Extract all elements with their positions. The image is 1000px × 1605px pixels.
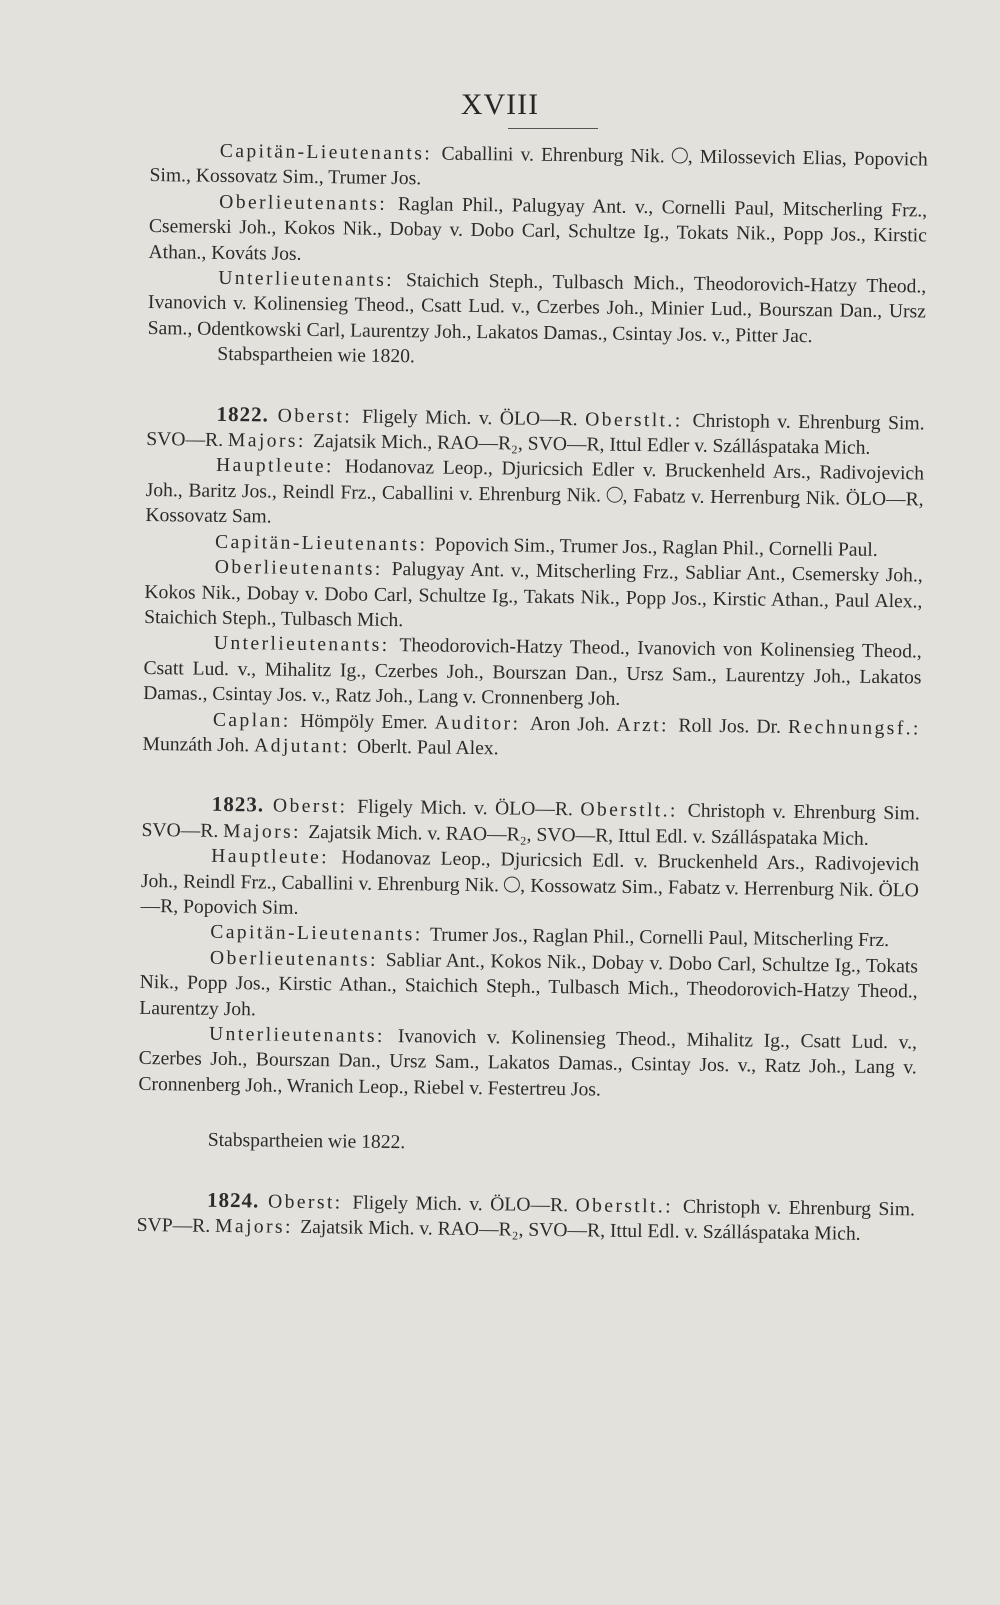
rank-label: Hauptleute:	[211, 845, 342, 869]
rank-label: Oberst:	[272, 795, 358, 818]
paragraph-b14	[139, 945, 918, 1031]
rank-label: Oberstlt.:	[580, 799, 688, 822]
rank-label: Oberstlt.:	[585, 408, 693, 432]
text-run: Christoph v. Ehrenburg Sim. SVP—R.	[136, 1196, 916, 1237]
paragraph-b10	[142, 706, 921, 766]
paragraph-b1	[149, 138, 928, 198]
text-run: , Fabatz v. Herrenburg Nik. ÖLO—R, Kossovatz Sam.	[145, 485, 924, 528]
paragraph-b2	[148, 189, 927, 275]
rank-label: Oberstlt.:	[575, 1194, 684, 1218]
text-run: Munzáth Joh.	[142, 733, 255, 757]
rank-label: Majors:	[223, 820, 309, 843]
text-run: Sabliar Ant., Kokos Nik., Dobay v. Dobo Carl, Schultze Ig., Tokats Nik., Popp Jos., Kirstic Athan., Staichich Steph., Tulbasch Mich., Theodorovich-Hatzy Theod., Laurentzy Joh.	[139, 949, 919, 1020]
circle-symbol-icon	[607, 486, 623, 502]
text-run: Hodanovaz Leop., Djuricsich Edl. v. Bruckenheld Ars., Radivojevich Joh., Reindl Frz., Caballini v. Ehrenburg Nik.	[140, 847, 920, 896]
rank-label: Auditor:	[434, 712, 531, 735]
rank-label: Oberlieutenants:	[209, 947, 386, 971]
paragraph-b16	[138, 1127, 916, 1162]
text-run: Roll Jos. Dr.	[678, 715, 789, 738]
rank-label: Majors:	[227, 430, 314, 453]
paragraph-b6	[145, 452, 924, 538]
rank-label: Unterlieutenants:	[218, 267, 407, 292]
page-number: XVIII	[460, 88, 540, 121]
rank-label: Capitän-Lieutenants:	[219, 140, 442, 165]
rank-label: Oberlieutenants:	[219, 191, 399, 215]
paragraph-b17	[137, 1187, 916, 1248]
paragraph-b15	[138, 1021, 917, 1107]
text-run: , Kossowatz Sim., Fabatz v. Herrenburg Nik. ÖLO—R, Popovich Sim.	[140, 875, 919, 919]
text-run: Trumer Jos., Raglan Phil., Cornelli Paul, Mitscherling Frz.	[429, 924, 890, 952]
text-run: Fligely Mich. v. ÖLO—R.	[352, 1192, 576, 1216]
text-run: Ivanovich v. Kolinensieg Theod., Mihalitz Ig., Csatt Lud. v., Czerbes Joh., Bourszan Dan., Ursz Sam., Lakatos Damas., Csintay Jos. v., Ratz Joh., Lang v. Cronnenberg Joh., Wranich Leop., Riebel v. Festertreu Jos.	[138, 1026, 918, 1101]
text-run: Fligely Mich. v. ÖLO—R.	[357, 796, 581, 821]
text-run: Stabspartheien wie 1820.	[217, 344, 416, 368]
page-number-underline	[508, 128, 598, 129]
circle-symbol-icon	[504, 876, 520, 892]
rank-label: Oberst:	[267, 1191, 353, 1214]
text-run: Zajatsik Mich. v. RAO—R₂, SVO—R, Ittul Edl. v. Szálláspataka Mich.	[308, 821, 869, 850]
text-run: Christoph v. Ehrenburg Sim. SVO—R.	[146, 410, 925, 452]
text-run: Stabspartheien wie 1822.	[207, 1130, 406, 1154]
text-run: Zajatsik Mich., RAO—R₂, SVO—R, Ittul Edler v. Szálláspataka Mich.	[312, 431, 871, 459]
text-run: Theodorovich-Hatzy Theod., Ivanovich von Kolinensieg Theod., Csatt Lud. v., Mihalitz Ig., Czerbes Joh., Bourszan Dan., Ursz Sam., Laurentzy Joh., Lakatos Damas., Csintay Jos. v., Ratz Joh., Lang v. Cronnenberg Joh.	[143, 635, 922, 710]
paragraph-b3	[148, 265, 927, 351]
text-run: Hömpöly Emer.	[300, 710, 435, 734]
rank-label: Capitän-Lieutenants:	[210, 922, 431, 946]
paragraph-b11	[141, 791, 920, 852]
circle-symbol-icon	[672, 147, 688, 163]
rank-label: Unterlieutenants:	[213, 633, 400, 657]
rank-label: Hauptleute:	[215, 455, 346, 478]
paragraph-b5	[146, 401, 925, 462]
text-run: Aron Joh.	[529, 713, 617, 736]
year-heading: 1822.	[216, 401, 278, 427]
text-run: , Milossevich Elias, Popovich Sim., Kossovatz Sim., Trumer Jos.	[149, 146, 928, 190]
paragraph-b8	[144, 554, 923, 640]
paragraph-b12	[140, 843, 919, 929]
rank-label: Majors:	[214, 1215, 301, 1238]
rank-label: Adjutant:	[254, 735, 358, 758]
rank-label: Capitän-Lieutenants:	[214, 531, 435, 556]
page-body	[137, 138, 928, 1248]
text-run: Oberlt. Paul Alex.	[356, 736, 499, 760]
text-run: Hodanovaz Leop., Djuricsich Edler v. Bruckenheld Ars., Radivojevich Joh., Baritz Jos., Reindl Frz., Caballini v. Ehrenburg Nik.	[145, 456, 925, 507]
rank-label: Oberlieutenants:	[214, 556, 392, 581]
text-run: Palugyay Ant. v., Mitscherling Frz., Sabliar Ant., Csemersky Joh., Kokos Nik., Dobay v. Dobo Carl, Schultze Ig., Takats Nik., Popp Jos., Kirstic Athan., Paul Alex., Staichich Steph., Tulbasch Mich.	[144, 559, 923, 632]
year-heading: 1823.	[211, 792, 274, 817]
text-run: Caballini v. Ehrenburg Nik.	[441, 143, 672, 168]
rank-label: Unterlieutenants:	[208, 1023, 399, 1048]
rank-label: Oberst:	[277, 405, 363, 428]
year-heading: 1824.	[206, 1187, 269, 1213]
paragraph-b9	[143, 630, 922, 716]
text-run: Zajatsik Mich. v. RAO—R₂, SVO—R, Ittul Edl. v. Szálláspataka Mich.	[300, 1216, 861, 1245]
rank-label: Arzt:	[616, 714, 679, 737]
text-run: Raglan Phil., Palugyay Ant. v., Cornelli Paul, Mitscherling Frz., Csemerski Joh., Kokos Nik., Dobay v. Dobo Carl, Schultze Ig., Tokats Nik., Popp Jos., Kirstic Athan., Kováts Jos.	[148, 193, 928, 265]
text-run: Popovich Sim., Trumer Jos., Raglan Phil., Cornelli Paul.	[434, 534, 878, 561]
text-run: Fligely Mich. v. ÖLO—R.	[361, 406, 586, 430]
rank-label: Caplan:	[212, 709, 301, 732]
text-run: Staichich Steph., Tulbasch Mich., Theodorovich-Hatzy Theod., Ivanovich v. Kolinensieg Theod., Csatt Lud. v., Czerbes Joh., Minier Lud., Bourszan Dan., Ursz Sam., Odentkowski Carl, Laurentzy Joh., Lakatos Damas., Csintay Jos. v., Pitter Jac.	[147, 270, 927, 347]
rank-label: Rechnungsf.:	[787, 716, 921, 739]
text-run: Christoph v. Ehrenburg Sim. SVO—R.	[141, 800, 920, 842]
